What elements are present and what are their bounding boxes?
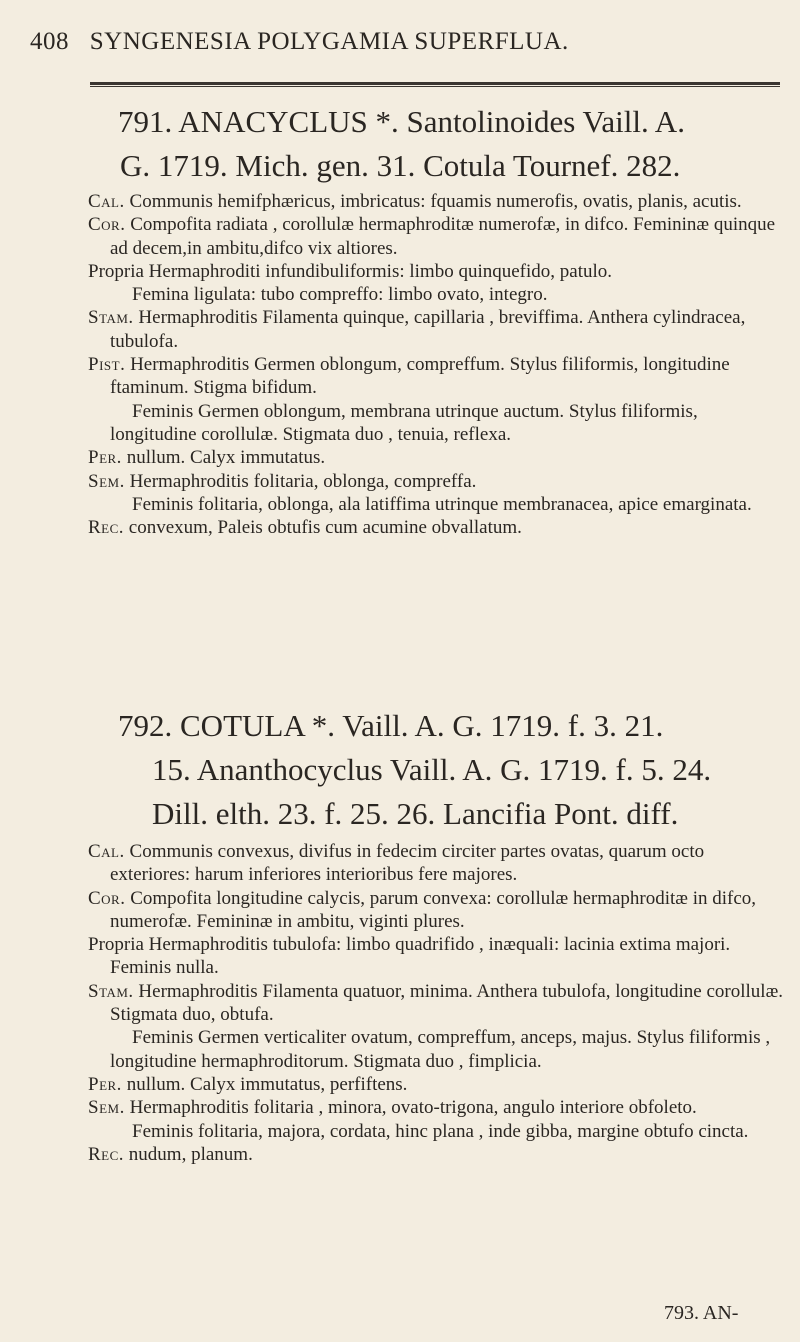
- description-paragraph: [88, 446, 788, 469]
- heading-line: 792. COTULA *. Vaill. A. G. 1719. f. 3. 21.: [118, 708, 664, 743]
- section-label: Rec.: [88, 517, 125, 539]
- paragraph-text: Propria Hermaphroditis tubulofa: limbo quadrifido , inæquali: lacinia extima majori. Feminis nulla.: [88, 934, 731, 979]
- running-title: SYNGENESIA POLYGAMIA SUPERFLUA.: [89, 28, 569, 55]
- paragraph-text: Hermaphroditis folitaria, oblonga, compreffa.: [129, 470, 477, 492]
- description-paragraph: [88, 840, 788, 887]
- description-paragraph: [88, 1120, 788, 1143]
- description-paragraph: [88, 353, 788, 400]
- section-label: Stam.: [88, 307, 134, 329]
- description-paragraph: [88, 1073, 788, 1096]
- section-label: Per.: [88, 447, 122, 469]
- section-label: Sem.: [88, 470, 125, 492]
- heading-line: 15. Ananthocyclus Vaill. A. G. 1719. f. 5. 24.: [152, 752, 712, 787]
- description-paragraph: [88, 887, 788, 934]
- running-head: [30, 28, 770, 56]
- paragraph-text: Hermaphroditis folitaria , minora, ovato-trigona, angulo interiore obfoleto.: [129, 1097, 697, 1119]
- paragraph-text: Compofita longitudine calycis, parum convexa: corollulæ hermaphroditæ in difco, numerofæ. Femininæ in ambitu, viginti plures.: [110, 887, 757, 932]
- description-paragraph: [88, 306, 788, 353]
- description-paragraph: [88, 190, 788, 213]
- paragraph-text: Feminis folitaria, majora, cordata, hinc plana , inde gibba, margine obtufo cincta.: [132, 1120, 749, 1142]
- section-label: Pist.: [88, 354, 126, 376]
- paragraph-text: Hermaphroditis Filamenta quinque, capillaria , breviffima. Anthera cylindracea, tubulofa.: [110, 307, 746, 352]
- section-label: Stam.: [88, 980, 134, 1002]
- page-number: 408: [30, 28, 69, 55]
- paragraph-text: Propria Hermaphroditi infundibuliformis: limbo quinquefido, patulo.: [88, 260, 613, 282]
- heading-line: G. 1719. Mich. gen. 31. Cotula Tournef. 282.: [120, 148, 681, 183]
- entry-body-791: [88, 190, 788, 539]
- paragraph-text: Feminis folitaria, oblonga, ala latiffima utrinque membranacea, apice emarginata.: [132, 493, 752, 515]
- section-label: Sem.: [88, 1097, 125, 1119]
- paragraph-text: nudum, planum.: [128, 1143, 253, 1165]
- paragraph-text: Communis convexus, divifus in fedecim circiter partes ovatas, quarum octo exteriores: harum inferiores interioribus fere majores.: [110, 841, 705, 886]
- paragraph-text: nullum. Calyx immutatus.: [126, 447, 326, 469]
- paragraph-text: Compofita radiata , corollulæ hermaphroditæ numerofæ, in difco. Femininæ quinque ad decem,in ambitu,difco vix altiores.: [110, 214, 776, 259]
- section-label: Per.: [88, 1073, 122, 1095]
- heading-line: Dill. elth. 23. f. 25. 26. Lancifia Pont. diff.: [152, 796, 679, 831]
- description-paragraph: [88, 980, 788, 1027]
- section-label: Cor.: [88, 214, 126, 236]
- catchword: 793. AN-: [664, 1302, 739, 1324]
- description-paragraph: [88, 1096, 788, 1119]
- heading-line: 791. ANACYCLUS *. Santolinoides Vaill. A.: [118, 104, 685, 139]
- description-paragraph: [88, 283, 788, 306]
- description-paragraph: [88, 213, 788, 260]
- description-paragraph: [88, 260, 788, 283]
- section-label: Rec.: [88, 1143, 125, 1165]
- entry-body-792: [88, 840, 788, 1166]
- section-label: Cal.: [88, 841, 125, 862]
- entry-heading-791: [118, 100, 783, 188]
- paragraph-text: nullum. Calyx immutatus, perfiftens.: [126, 1073, 408, 1095]
- paragraph-text: Communis hemifphæricus, imbricatus: fquamis numerofis, ovatis, planis, acutis.: [129, 191, 742, 212]
- description-paragraph: [88, 1026, 788, 1073]
- paragraph-text: Femina ligulata: tubo compreffo: limbo ovato, integro.: [132, 284, 548, 306]
- description-paragraph: [88, 470, 788, 493]
- description-paragraph: [88, 400, 788, 447]
- header-rule: [90, 82, 780, 87]
- paragraph-text: Feminis Germen verticaliter ovatum, compreffum, anceps, majus. Stylus filiformis , longitudine hermaphroditorum. Stigmata duo , fimplicia.: [110, 1027, 771, 1072]
- entry-heading-792: [118, 704, 783, 836]
- description-paragraph: [88, 516, 788, 539]
- section-label: Cor.: [88, 887, 126, 909]
- paragraph-text: Hermaphroditis Germen oblongum, compreffum. Stylus filiformis, longitudine ftaminum. Stigma bifidum.: [110, 354, 730, 399]
- description-paragraph: [88, 1143, 788, 1166]
- paragraph-text: Feminis Germen oblongum, membrana utrinque auctum. Stylus filiformis, longitudine corollulæ. Stigmata duo , tenuia, reflexa.: [110, 400, 698, 445]
- paragraph-text: convexum, Paleis obtufis cum acumine obvallatum.: [128, 517, 522, 539]
- description-paragraph: [88, 493, 788, 516]
- description-paragraph: [88, 933, 788, 980]
- section-label: Cal.: [88, 191, 125, 212]
- paragraph-text: Hermaphroditis Filamenta quatuor, minima. Anthera tubulofa, longitudine corollulæ. Stigmata duo, obtufa.: [110, 980, 784, 1026]
